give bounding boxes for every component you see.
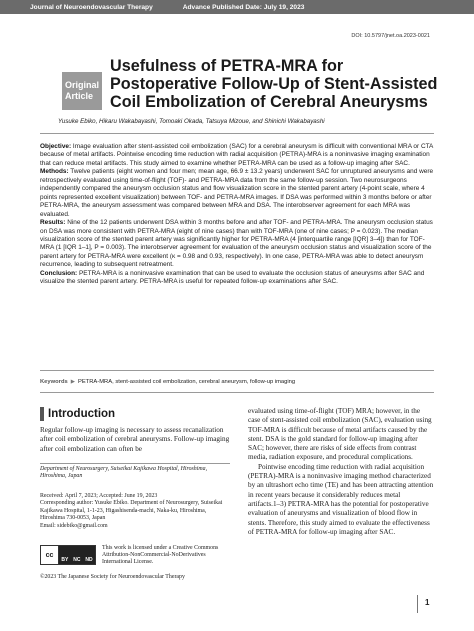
keywords-bottom-rule bbox=[40, 392, 434, 393]
affiliation: Department of Neurosurgery, Suiseikai Kajikawa Hospital, Hiroshima, Hiroshima, Japan bbox=[40, 466, 208, 480]
license-block bbox=[40, 545, 230, 567]
abstract-methods bbox=[40, 168, 434, 219]
title-line: Postoperative Follow-Up of Stent-Assisted bbox=[110, 75, 438, 93]
conclusion-text: PETRA-MRA is a noninvasive examination that can be used to evaluate the occlusion status of aneurysms after SAC and visualize the stented parent artery. PETRA-MRA is useful for repeated follow-up examinations after SAC. bbox=[40, 269, 425, 286]
intro-paragraph-right-2: Pointwise encoding time reduction with radial acquisition (PETRA)-MRA is a noninvasive imaging method characterized by an ultrashort echo time (TE) and has been attracting attention in recent years because it considerably reduces metal artifacts.1–3) PETRA-MRA has the potential for postoperative evaluation of aneurysms and visualization of blood flow in stents. Therefore, this study aimed to evaluate the effectiveness of PETRA-MRA for follow-up imaging after SAC. bbox=[248, 462, 434, 536]
abstract-top-rule bbox=[40, 133, 434, 134]
page-number-rule bbox=[417, 595, 418, 613]
article-title bbox=[110, 57, 455, 111]
triangle-right-icon: ▶ bbox=[70, 379, 75, 385]
keywords-label: Keywords bbox=[40, 379, 68, 385]
intro-paragraph-left: Regular follow-up imaging is necessary to assess recanalization after coil embolization of cerebral aneurysms. Follow-up imaging after coil embolization can often be bbox=[40, 426, 230, 453]
abstract-conclusion bbox=[40, 270, 434, 287]
conclusion-label: Conclusion: bbox=[40, 269, 78, 277]
methods-label: Methods: bbox=[40, 168, 69, 176]
objective-text: Image evaluation after stent-assisted coil embolization (SAC) for a cerebral aneurysm is difficult with conventional MRA or CTA because of metal artifacts. Pointwise encoding time reduction with radial acquisition (PETRA)-MRA is a noninvasive imaging examination that can reduce metal artifacts. This study aimed to examine whether PETRA-MRA can be used as a follow-up imaging after SAC. bbox=[40, 143, 433, 167]
by-icon: BY bbox=[61, 557, 69, 563]
journal-header-bar bbox=[0, 0, 474, 14]
introduction-heading bbox=[40, 407, 115, 421]
section-marker-bar bbox=[40, 407, 44, 421]
title-line: Usefulness of PETRA-MRA for bbox=[110, 57, 344, 75]
objective-label: Objective: bbox=[40, 143, 72, 150]
creative-commons-logo[interactable] bbox=[40, 545, 96, 565]
introduction-title: Introduction bbox=[48, 408, 116, 420]
badge-line-1: Original bbox=[65, 80, 100, 90]
article-type-badge bbox=[62, 72, 102, 110]
keywords bbox=[40, 379, 434, 385]
author-list: Yusuke Ebiko, Hikaru Wakabayashi, Tomoaki Okada, Tatsuya Mizoue, and Shinichi Wakabayashi bbox=[58, 118, 325, 125]
results-text: Nine of the 12 patients underwent DSA within 3 months before and after TOF- and PETRA-MRA. The aneurysm occlusion status on DSA was more consistent with PETRA-MRA (eight of nine cases) than with TOF-MRA (one of nine cases; P = 0.023). The median visualization score of the stented parent artery was significantly higher for PETRA-MRA (4 [interquartile range [IQR] 3–4]) than for TOF-MRA (1 [IQR 1–1], P = 0.003). The interobserver agreement for evaluation of the aneurysm occlusion status and visualization score of the parent artery for PETRA-MRA were excellent (κ = 0.98 and 0.93, respectively). In one case, PETRA-MRA was able to detect aneurysm recurrence, leading to subsequent retreatment. bbox=[40, 219, 433, 269]
title-line: Coil Embolization of Cerebral Aneurysms bbox=[110, 93, 428, 111]
page-number: 1 bbox=[425, 598, 430, 607]
advance-published-date: Advance Published Date: July 19, 2023 bbox=[182, 3, 305, 11]
right-column-text bbox=[248, 407, 434, 537]
license-terms-icons bbox=[59, 546, 95, 564]
email[interactable]: Email: sidebiko@gmail.com bbox=[40, 522, 108, 529]
abstract-objective bbox=[40, 143, 434, 168]
cc-icon: cc bbox=[41, 546, 59, 564]
abstract-results bbox=[40, 219, 434, 270]
footnote-rule bbox=[40, 463, 230, 464]
methods-text: Twelve patients (eight women and four men; mean age, 66.9 ± 13.2 years) underwent SAC for unruptured aneurysms and were retrospectively evaluated using time-of-flight (TOF)- and PETRA-MRA data from the same follow-up session. Two neurosurgeons independently compared the aneurysm occlusion status and flow visualization score in the stented parent artery (4-point scale, where 4 points represented excellent visualization) between TOF- and PETRA-MRA images. If DSA was performed within 3 months before or after PETRA-MRA, the aneurysm assessment was compared between MRA and DSA. The interobserver agreement for each MRA was evaluated. bbox=[40, 168, 434, 218]
license-text: This work is licensed under a Creative Commons Attribution-NonCommercial-NoDerivatives International License. bbox=[102, 545, 219, 566]
nc-icon: NC bbox=[73, 557, 81, 563]
doi[interactable]: DOI: 10.5797/jnet.oa.2023-0021 bbox=[351, 33, 430, 39]
results-label: Results: bbox=[40, 219, 66, 227]
abstract bbox=[40, 143, 434, 287]
corresponding-author: Corresponding author: Yusuke Ebiko. Department of Neurosurgery, Suiseikai Kajikawa Hospital, 1-1-23, Higashisenda-machi, Naka-ku, Hiroshima, Hiroshima 730-0053, Japan bbox=[40, 500, 223, 522]
nd-icon: ND bbox=[85, 557, 93, 563]
abstract-bottom-rule bbox=[40, 370, 434, 371]
intro-paragraph-right-1: evaluated using time-of-flight (TOF) MRA; however, in the case of stent-assisted coil embolization (SAC), evaluation using TOF-MRA is difficult because of metal artifacts caused by the stent. DSA is the gold standard for follow-up imaging after SAC; however, there are risks of side effects from contrast media, radiation exposure, and procedural complications. bbox=[248, 407, 432, 462]
left-column-text bbox=[40, 426, 230, 454]
article-dates bbox=[40, 493, 230, 530]
journal-name: Journal of Neuroendovascular Therapy bbox=[30, 3, 153, 11]
keywords-text: PETRA-MRA, stent-assisted coil embolization, cerebral aneurysm, follow-up imaging bbox=[77, 379, 296, 385]
badge-line-2: Article bbox=[65, 91, 94, 101]
copyright: ©2023 The Japanese Society for Neuroendovascular Therapy bbox=[40, 574, 185, 580]
received-accepted: Received: April 7, 2023; Accepted: June 19, 2023 bbox=[40, 493, 158, 499]
